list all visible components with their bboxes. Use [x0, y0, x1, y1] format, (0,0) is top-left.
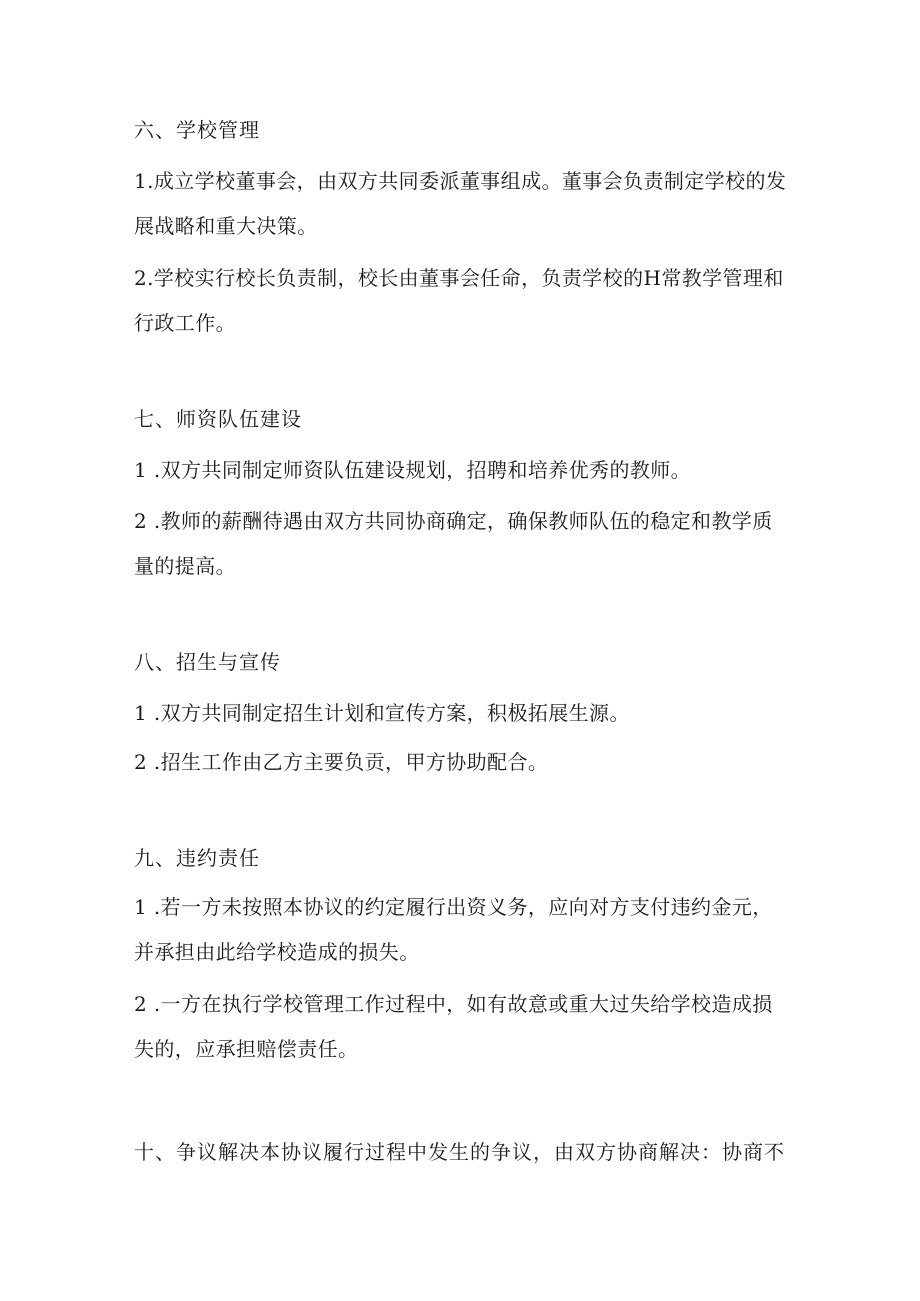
- clause-line: 2 .一方在执行学校管理工作过程中，如有故意或重大过失给学校造成损: [134, 992, 773, 1016]
- section-heading: 六、学校管理: [134, 118, 260, 142]
- clause-line: 2 .教师的薪酬待遇由双方共同协商确定，确保教师队伍的稳定和教学质: [134, 509, 773, 533]
- clause-line: 行政工作。: [134, 311, 236, 335]
- clause-line: 2 .招生工作由乙方主要负贡，甲方协助配合。: [134, 750, 549, 774]
- clause-line: 2.学校实行校长负责制，校长由董事会任命，负责学校的H常教学管理和: [134, 266, 784, 290]
- section-heading: 十、争议解决本协议履行过程中发生的争议，由双方协商解决：协商不: [134, 1140, 785, 1164]
- clause-line: 1 .双方共同制定招生计划和宣传方案，积极拓展生源。: [134, 701, 630, 725]
- section-heading: 七、师资队伍建设: [134, 407, 302, 431]
- clause-line: 1.成立学校董事会，由双方共同委派董事组成。董事会负责制定学校的发: [134, 169, 787, 193]
- clause-line: 并承担由此给学校造成的损失。: [134, 940, 420, 964]
- clause-line: 失的，应承担赔偿责任。: [134, 1037, 359, 1061]
- section-heading: 九、违约责任: [134, 846, 260, 870]
- clause-line: 1 .若一方未按照本协议的约定履行出资义务，应向对方支付违约金元，: [134, 895, 773, 919]
- clause-line: 展战略和重大决策。: [134, 214, 318, 238]
- clause-line: 量的提高。: [134, 554, 236, 578]
- section-heading: 八、招生与宣传: [134, 650, 281, 674]
- clause-line: 1 .双方共同制定师资队伍建设规划，招聘和培养优秀的教师。: [134, 458, 692, 482]
